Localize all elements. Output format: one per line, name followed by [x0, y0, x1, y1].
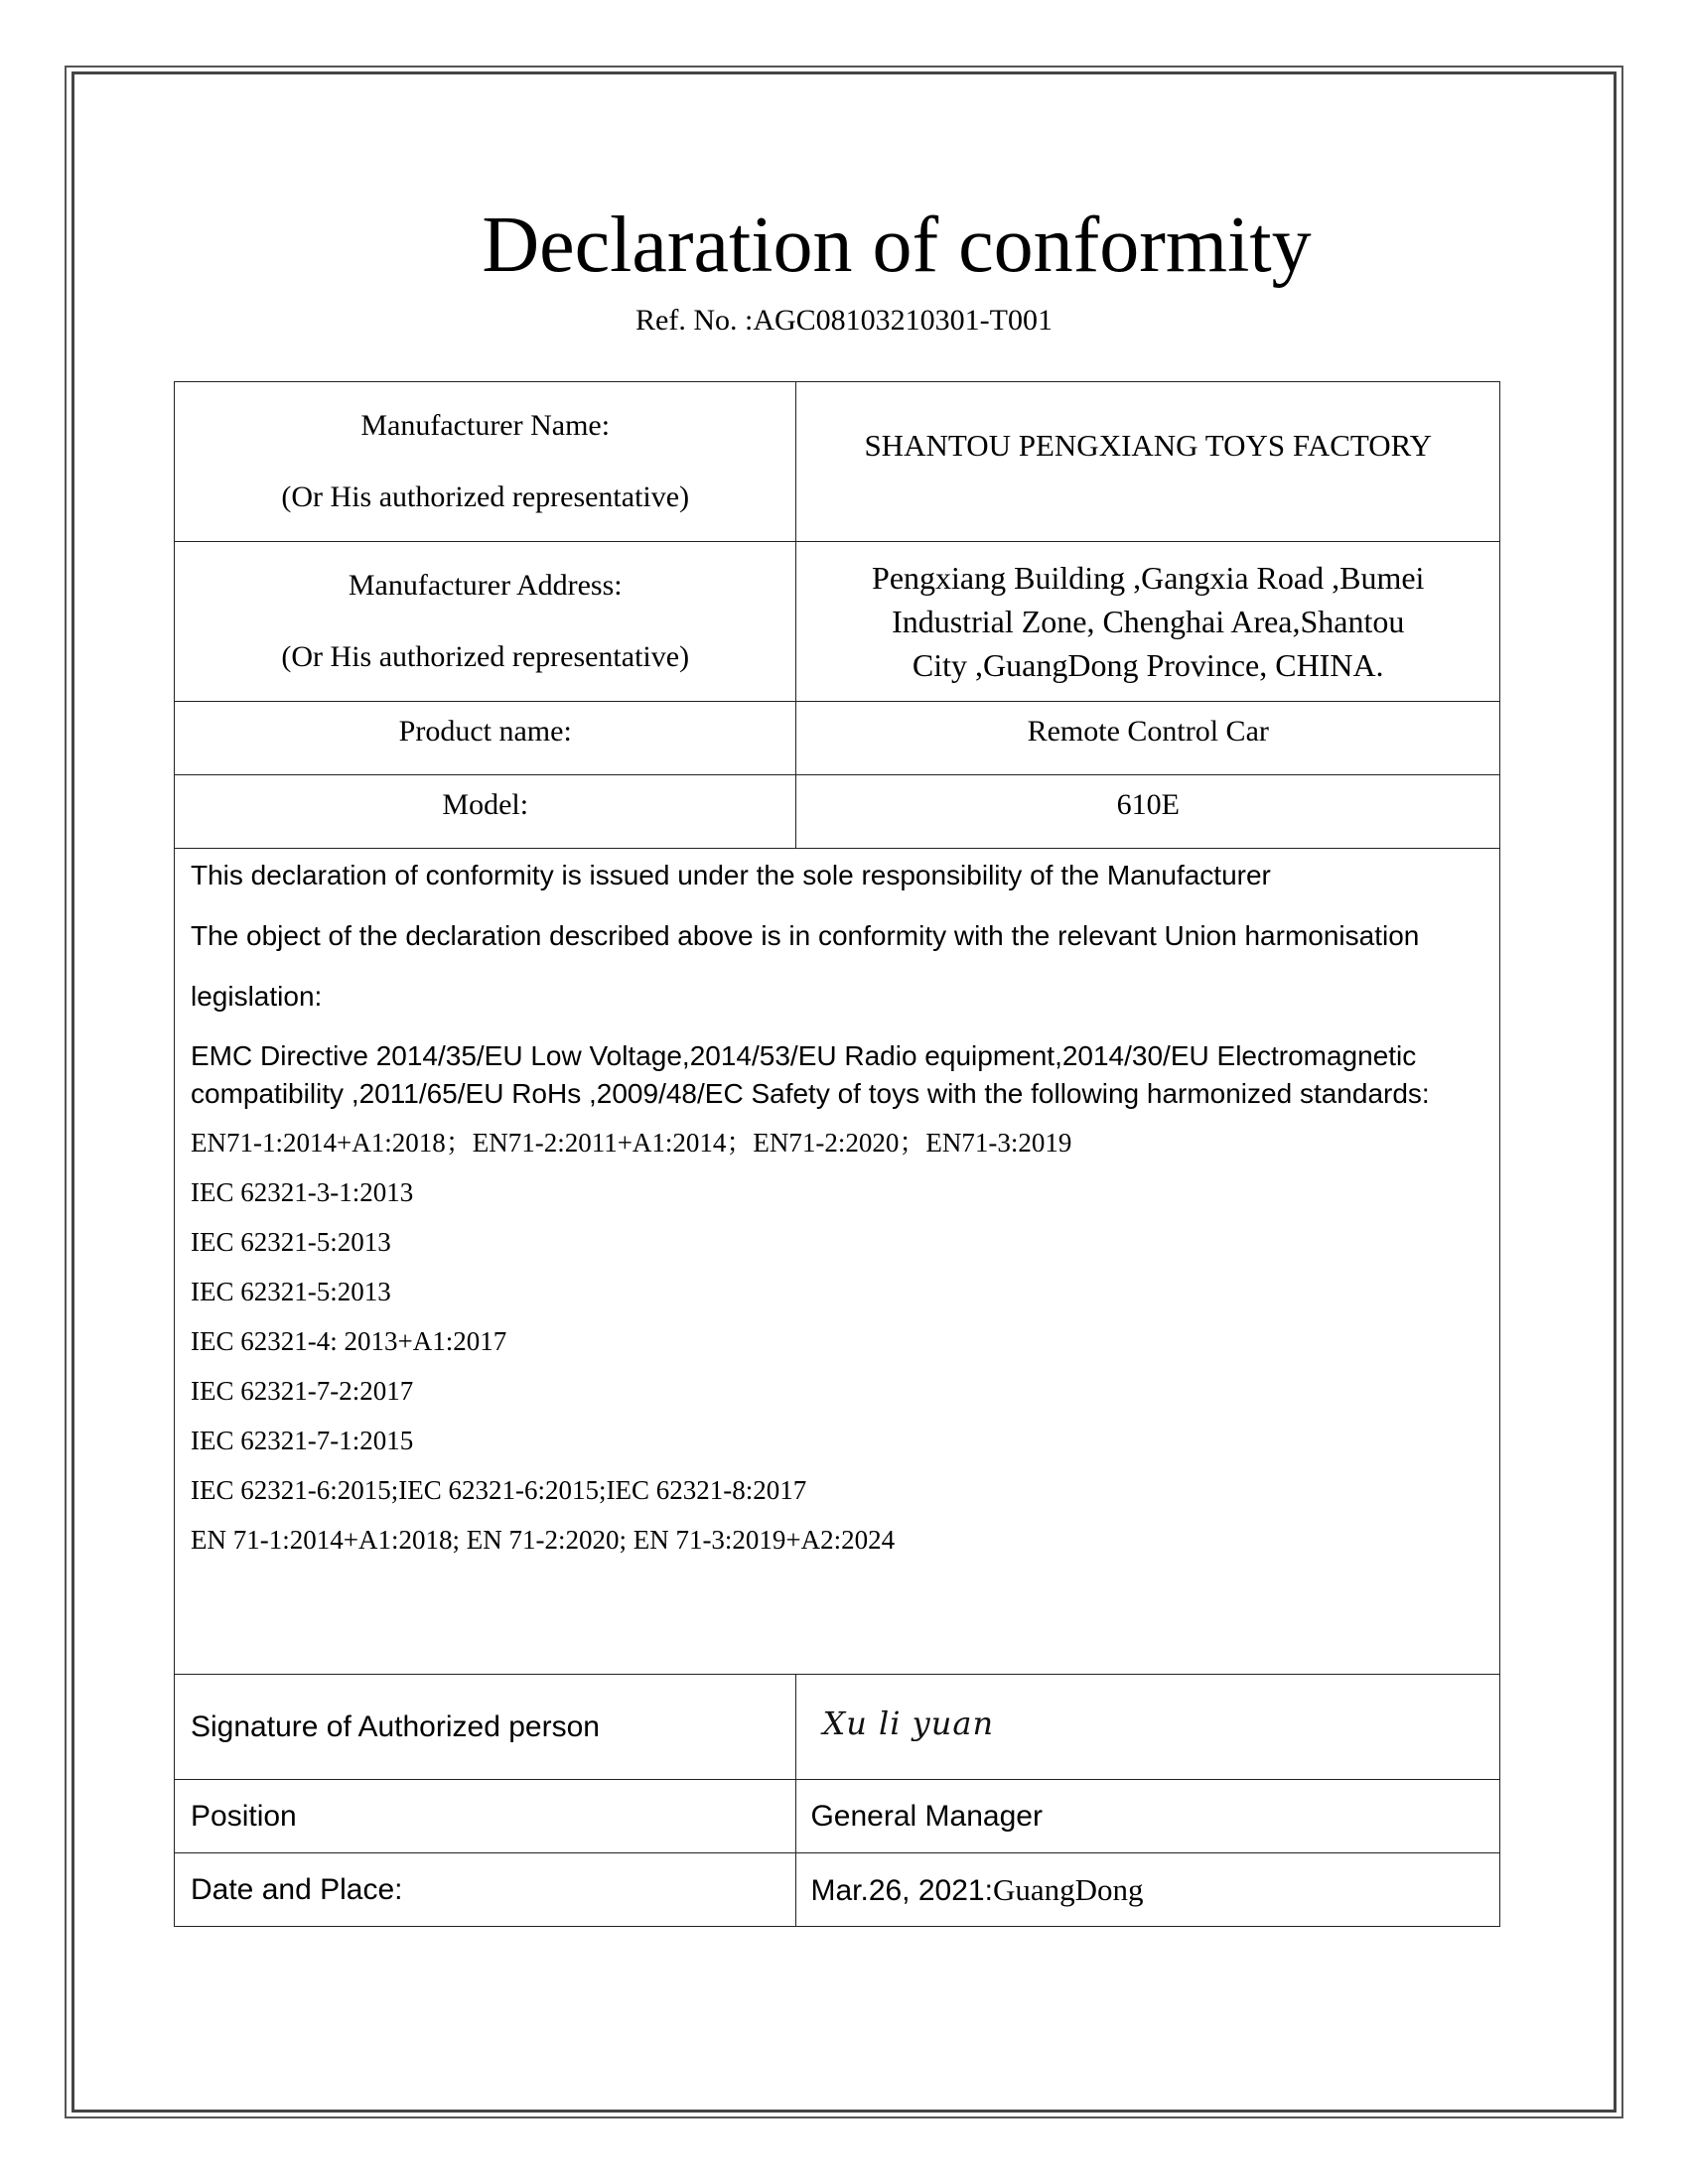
model-label: Model:: [442, 788, 529, 821]
standard-item: IEC 62321-5:2013: [191, 1277, 391, 1306]
model-value: 610E: [1116, 788, 1180, 821]
product-name-value: Remote Control Car: [1027, 715, 1269, 748]
signature-label: Signature of Authorized person: [191, 1709, 600, 1743]
manufacturer-address-sublabel: (Or His authorized representative): [281, 640, 690, 673]
standard-item: IEC 62321-3-1:2013: [191, 1177, 414, 1207]
responsibility-statement: This declaration of conformity is issued under the sole responsibility of the Manufacturer: [191, 860, 1271, 890]
product-name-label: Product name:: [398, 715, 572, 748]
model-row: [175, 775, 1500, 849]
object-statement-line-1: The object of the declaration described above is in conformity with the relevant Union harmonisation: [191, 920, 1420, 951]
date-value: Mar.26, 2021:: [810, 1873, 993, 1907]
standard-item: IEC 62321-6:2015;IEC 62321-6:2015;IEC 62321-8:2017: [191, 1475, 807, 1505]
signature-row: [175, 1675, 1500, 1780]
position-label: Position: [191, 1799, 297, 1833]
position-value: General Manager: [810, 1799, 1043, 1833]
standards-list: [191, 1127, 1483, 1556]
manufacturer-address-value: [796, 556, 1499, 687]
manufacturer-name-value: SHANTOU PENGXIANG TOYS FACTORY: [864, 428, 1433, 463]
document-title: Declaration of conformity: [482, 202, 1312, 289]
product-name-row: [175, 702, 1500, 775]
place-value: GuangDong: [992, 1871, 1144, 1907]
date-place-label: Date and Place:: [191, 1872, 403, 1906]
address-line-2: Industrial Zone, Chenghai Area,Shantou: [892, 604, 1405, 639]
standard-item: IEC 62321-7-2:2017: [191, 1376, 414, 1406]
manufacturer-name-row: [175, 382, 1500, 542]
manufacturer-name-sublabel: (Or His authorized representative): [281, 480, 690, 513]
directives-statement: EMC Directive 2014/35/EU Low Voltage,2014/53/EU Radio equipment,2014/30/EU Electromagnetic compatibility ,2011/65/EU RoHs ,2009/48/EC Safety of toys with the following harmonized standards:: [191, 1040, 1430, 1109]
address-line-1: Pengxiang Building ,Gangxia Road ,Bumei: [872, 560, 1425, 596]
standard-item: EN71-1:2014+A1:2018；EN71-2:2011+A1:2014；EN71-2:2020；EN71-3:2019: [191, 1128, 1072, 1158]
reference-number: Ref. No. :AGC08103210301-T001: [635, 304, 1053, 337]
declaration-row: [175, 849, 1500, 1675]
standard-item: IEC 62321-4: 2013+A1:2017: [191, 1326, 507, 1356]
object-statement-line-2: legislation:: [191, 981, 323, 1012]
position-row: [175, 1780, 1500, 1853]
date-place-row: [175, 1853, 1500, 1927]
standard-item: IEC 62321-5:2013: [191, 1227, 391, 1257]
standard-item: EN 71-1:2014+A1:2018; EN 71-2:2020; EN 71-3:2019+A2:2024: [191, 1525, 896, 1555]
manufacturer-name-label: Manufacturer Name:: [360, 409, 611, 442]
address-line-3: City ,GuangDong Province, CHINA.: [912, 647, 1384, 683]
conformity-table: [174, 381, 1500, 1927]
handwritten-signature: Xu li yuan: [822, 1704, 995, 1742]
standard-item: IEC 62321-7-1:2015: [191, 1426, 414, 1455]
manufacturer-address-label: Manufacturer Address:: [348, 569, 623, 602]
manufacturer-address-row: [175, 542, 1500, 702]
